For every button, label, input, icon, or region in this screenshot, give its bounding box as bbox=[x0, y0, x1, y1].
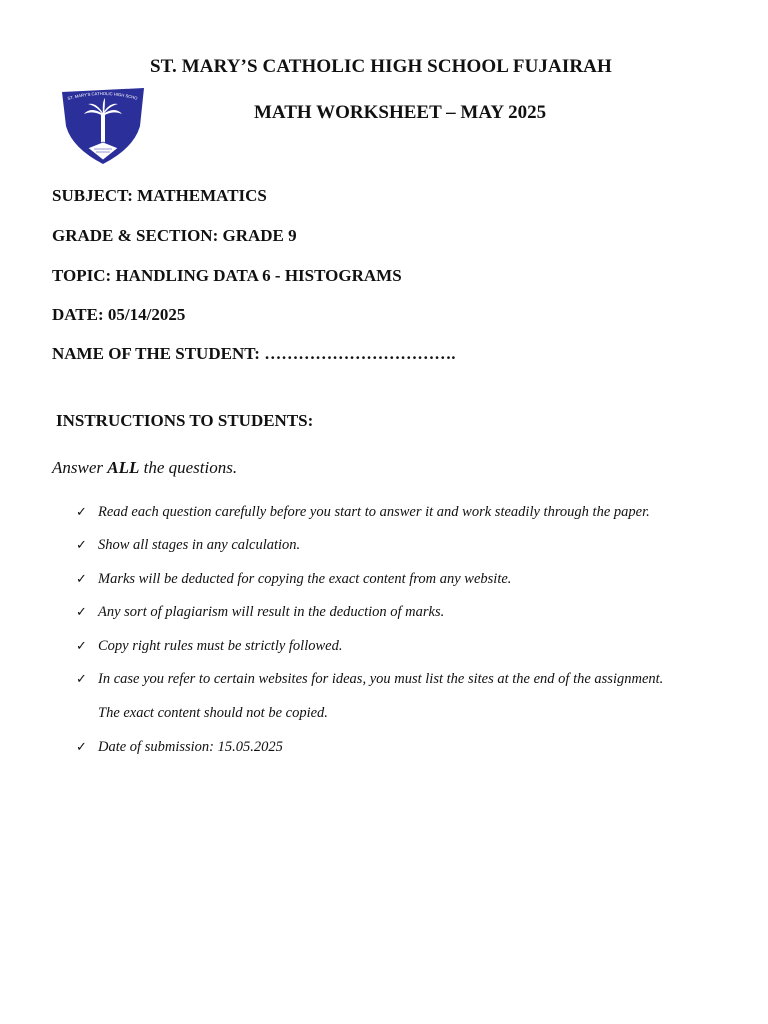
instruction-item bbox=[76, 537, 300, 554]
grade-line: GRADE & SECTION: GRADE 9 bbox=[52, 226, 297, 245]
instruction-text: Date of submission: 15.05.2025 bbox=[98, 739, 283, 755]
school-logo bbox=[58, 86, 148, 166]
instruction-continuation: The exact content should not be copied. bbox=[98, 705, 328, 721]
subject-line: SUBJECT: MATHEMATICS bbox=[52, 186, 267, 205]
answer-suffix: the questions. bbox=[139, 458, 238, 477]
checkmark-icon: ✓ bbox=[76, 639, 87, 654]
checkmark-icon: ✓ bbox=[76, 538, 87, 553]
topic-line: TOPIC: HANDLING DATA 6 - HISTOGRAMS bbox=[52, 266, 402, 285]
instruction-item bbox=[76, 604, 444, 621]
checkmark-icon: ✓ bbox=[76, 605, 87, 620]
answer-emphasis: ALL bbox=[107, 458, 140, 477]
logo-text: ST. MARY'S CATHOLIC HIGH SCHO bbox=[66, 90, 139, 101]
instruction-item bbox=[76, 671, 663, 688]
checkmark-icon: ✓ bbox=[76, 505, 87, 520]
instruction-item bbox=[76, 638, 342, 655]
checkmark-icon: ✓ bbox=[76, 740, 87, 755]
instruction-text: Any sort of plagiarism will result in the deduction of marks. bbox=[98, 604, 445, 620]
checkmark-icon: ✓ bbox=[76, 672, 87, 687]
instruction-item bbox=[76, 571, 511, 588]
student-name-line: NAME OF THE STUDENT: ……………………………. bbox=[52, 344, 456, 363]
answer-all-line bbox=[52, 458, 237, 478]
instruction-text: In case you refer to certain websites for ideas, you must list the sites at the end of the assignment. bbox=[98, 671, 664, 687]
instruction-item bbox=[76, 739, 283, 756]
instruction-text: Copy right rules must be strictly followed. bbox=[98, 638, 343, 654]
school-name: ST. MARY’S CATHOLIC HIGH SCHOOL FUJAIRAH bbox=[150, 56, 612, 77]
instruction-text: Show all stages in any calculation. bbox=[98, 537, 301, 553]
instruction-text: Marks will be deducted for copying the exact content from any website. bbox=[98, 571, 512, 587]
instructions-heading: INSTRUCTIONS TO STUDENTS: bbox=[56, 411, 314, 430]
instruction-item bbox=[76, 504, 650, 521]
instruction-text: Read each question carefully before you start to answer it and work steadily through the paper. bbox=[98, 504, 650, 520]
checkmark-icon: ✓ bbox=[76, 572, 87, 587]
worksheet-title: MATH WORKSHEET – MAY 2025 bbox=[254, 102, 547, 123]
answer-prefix: Answer bbox=[52, 458, 108, 477]
date-line: DATE: 05/14/2025 bbox=[52, 305, 186, 324]
